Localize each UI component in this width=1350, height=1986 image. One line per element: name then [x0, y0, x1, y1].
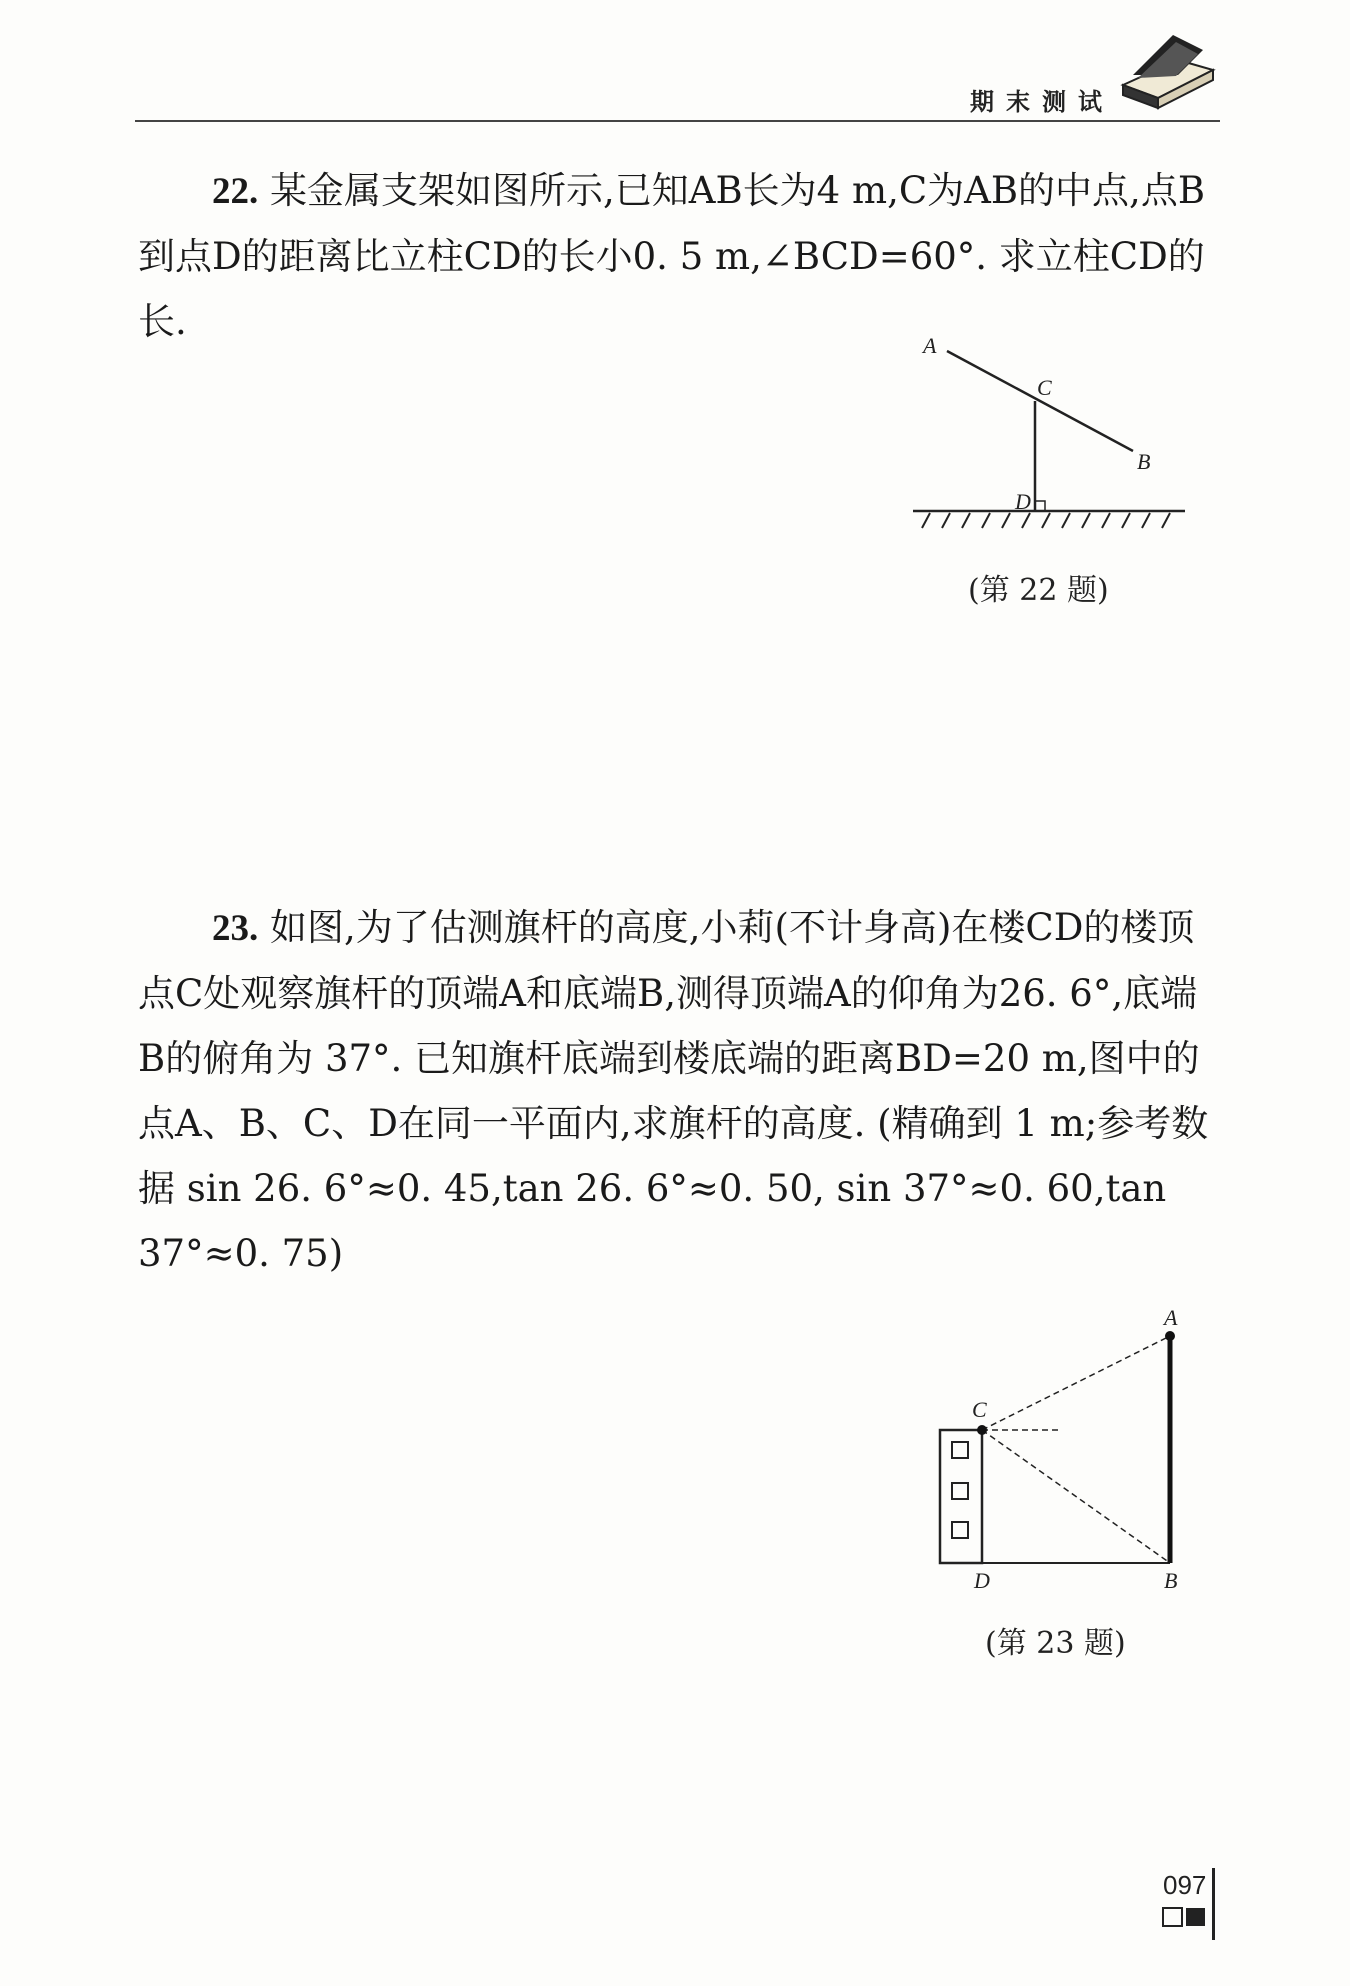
problem-22-text: 某金属支架如图所示,已知AB长为4 m,C为AB的中点,点B到点D的距离比立柱CD的长小0. 5 m,∠BCD=60°. 求立柱CD的长. [138, 169, 1206, 343]
right-angle-mark [1035, 501, 1045, 511]
window-1 [952, 1442, 968, 1458]
section-title: 期末测试 [970, 88, 1114, 116]
figure-23-caption: (第 23 题) [985, 1626, 1126, 1661]
problem-23-text: 如图,为了估测旗杆的高度,小莉(不计身高)在楼CD的楼顶点C处观察旗杆的顶端A和底端B,测得顶端A的仰角为26. 6°,底端B的俯角为 37°. 已知旗杆底端到楼底端的距离BD=20 m,图中的点A、B、C、D在同一平面内,求旗杆的高度. (精确到 1 m;参考数据 sin 26. 6°≈0. 45,tan 26. 6°≈0. 50, sin 37°≈0. 60,tan 37°≈0. 75) [138, 906, 1209, 1275]
label-d: D [1015, 489, 1031, 514]
header-rule [135, 120, 1220, 122]
figure-23 [930, 1300, 1200, 1600]
figure-22-caption: (第 22 题) [968, 573, 1109, 608]
label-b: B [1164, 1568, 1178, 1593]
label-b: B [1137, 449, 1151, 474]
book-stack-icon [1118, 30, 1218, 110]
label-d: D [974, 1568, 990, 1593]
label-a: A [1164, 1305, 1178, 1330]
window-2 [952, 1483, 968, 1499]
beam-ab [947, 351, 1133, 451]
page-marker-icon [1162, 1906, 1210, 1928]
problem-23 [138, 895, 1223, 1286]
label-c: C [972, 1397, 987, 1422]
label-c: C [1037, 375, 1052, 400]
problem-22-number: 22. [212, 171, 259, 212]
window-3 [952, 1522, 968, 1538]
building-cd [940, 1430, 982, 1563]
figure-22 [905, 325, 1205, 545]
sight-line-ca [982, 1336, 1170, 1430]
point-a [1165, 1331, 1175, 1341]
sight-line-cb [982, 1430, 1170, 1563]
page-rule [1212, 1868, 1215, 1940]
page-number: 097 [1163, 1870, 1207, 1900]
problem-23-number: 23. [212, 908, 259, 949]
ground-hatching [922, 513, 1170, 528]
point-c [977, 1425, 987, 1435]
label-a: A [923, 333, 937, 358]
